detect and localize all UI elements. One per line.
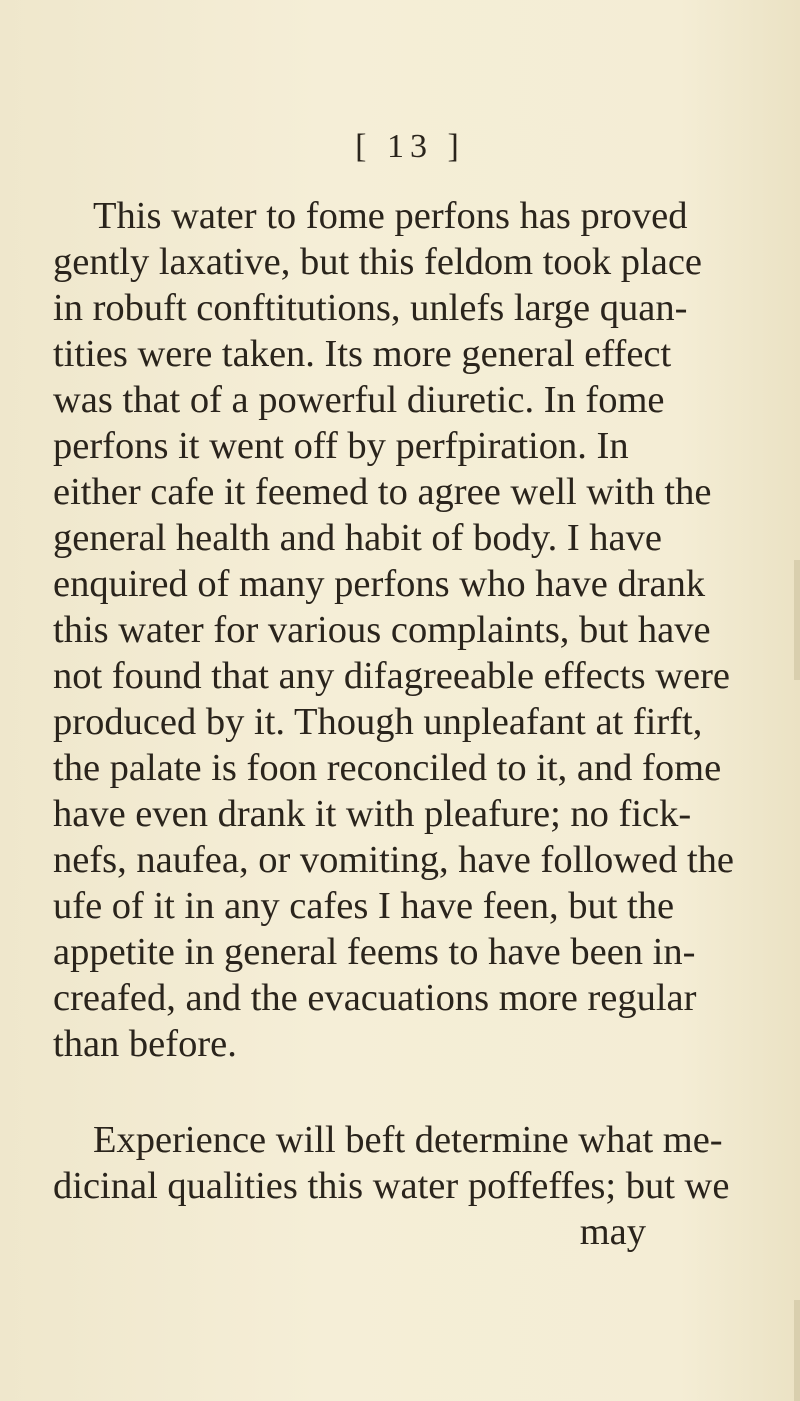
page-number-header: [ 13 ] bbox=[355, 128, 465, 165]
text-line: than before. bbox=[53, 1023, 237, 1065]
text-line: gently laxative, but this feldom took place bbox=[53, 241, 702, 283]
text-line: was that of a powerful diuretic. In fome bbox=[53, 379, 665, 421]
text-line: nefs, naufea, or vomiting, have followed the bbox=[53, 839, 735, 881]
text-line: have even drank it with pleafure; no fick- bbox=[53, 793, 692, 835]
text-line: in robuft conftitutions, unlefs large quan- bbox=[53, 287, 688, 329]
text-line: tities were taken. Its more general effect bbox=[53, 333, 672, 375]
text-line: This water to fome perfons has proved bbox=[93, 195, 688, 237]
text-line: this water for various complaints, but have bbox=[53, 609, 711, 651]
text-line: general health and habit of body. I have bbox=[53, 517, 662, 559]
text-line: produced by it. Though unpleafant at firft, bbox=[53, 701, 703, 743]
text-line: Experience will beft determine what me- bbox=[93, 1119, 723, 1161]
text-line: not found that any difagreeable effects were bbox=[53, 655, 731, 697]
text-line: perfons it went off by perfpiration. In bbox=[53, 425, 629, 467]
catchword: may bbox=[579, 1211, 646, 1253]
text-line: either cafe it feemed to agree well with the bbox=[53, 471, 712, 513]
page-edge-shadow bbox=[794, 560, 800, 680]
text-line: creafed, and the evacuations more regular bbox=[53, 977, 697, 1019]
text-line: ufe of it in any cafes I have feen, but the bbox=[53, 885, 675, 927]
text-line: dicinal qualities this water poffeffes; but we bbox=[53, 1165, 730, 1207]
text-line: appetite in general feems to have been in- bbox=[53, 931, 696, 973]
text-line: the palate is foon reconciled to it, and fome bbox=[53, 747, 722, 789]
text-line: enquired of many perfons who have drank bbox=[53, 563, 706, 605]
page-edge-shadow bbox=[794, 1300, 800, 1401]
